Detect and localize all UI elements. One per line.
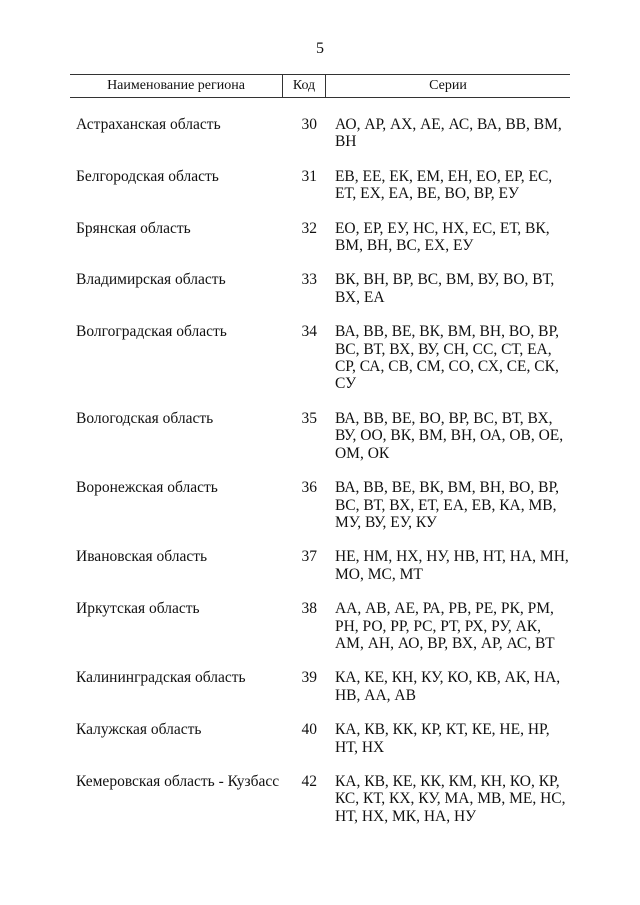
region-series: ЕО, ЕР, ЕУ, НС, НХ, ЕС, ЕТ, ВК, ВМ, ВН, ВС, ЕХ, ЕУ [334, 219, 550, 255]
region-code: 37 [301, 548, 317, 566]
region-name: Волгоградская область [76, 323, 227, 341]
region-name: Белгородская область [76, 167, 219, 185]
region-name: Ивановская область [76, 548, 208, 566]
region-code: 33 [301, 271, 317, 289]
region-series: КА, КВ, КЕ, КК, КМ, КН, КО, КР, КС, КТ, КХ, КУ, МА, МВ, МЕ, НС, НТ, НХ, МК, НА, НУ [334, 772, 566, 825]
region-series: ВА, ВВ, ВЕ, ВК, ВМ, ВН, ВО, ВР, ВС, ВТ, ВХ, ЕТ, ЕА, ЕВ, КА, МВ, МУ, ВУ, ЕУ, КУ [334, 479, 560, 531]
region-code: 42 [301, 772, 317, 790]
region-name: Брянская область [76, 219, 191, 237]
region-series: АО, АР, АХ, АЕ, АС, ВА, ВВ, ВМ, ВН [334, 116, 562, 151]
table-row [70, 600, 570, 652]
region-series: КА, КВ, КК, КР, КТ, КЕ, НЕ, НР, НТ, НХ [334, 721, 550, 756]
region-series: ВК, ВН, ВР, ВС, ВМ, ВУ, ВО, ВТ, ВХ, ЕА [334, 271, 555, 306]
header-series: Серии [429, 78, 467, 93]
region-name: Вологодская область [76, 409, 214, 427]
table-row [70, 410, 570, 462]
table-row [70, 323, 570, 393]
region-series: ЕВ, ЕЕ, ЕК, ЕМ, ЕН, ЕО, ЕР, ЕС, ЕТ, ЕХ, ЕА, ВЕ, ВО, ВР, ЕУ [334, 167, 553, 203]
table-row [70, 271, 570, 306]
region-series: НЕ, НМ, НХ, НУ, НВ, НТ, НА, МН, МО, МС, МТ [334, 548, 569, 583]
table-row [70, 220, 570, 255]
page-number: 5 [316, 40, 324, 57]
region-name: Кемеровская область - Кузбасс [76, 772, 280, 790]
table-row [70, 721, 570, 756]
header-code: Код [283, 75, 326, 97]
table-row [70, 548, 570, 583]
region-code: 40 [301, 721, 317, 739]
region-code: 34 [301, 323, 317, 341]
table-row [70, 669, 570, 704]
region-code: 38 [301, 600, 317, 618]
table-row [70, 773, 570, 825]
region-name: Астраханская область [76, 116, 221, 133]
region-code: 35 [301, 409, 317, 427]
region-name: Калужская область [76, 721, 202, 739]
table-header [70, 74, 570, 98]
region-code: 32 [301, 219, 317, 237]
table-body [70, 116, 570, 825]
region-series: ВА, ВВ, ВЕ, ВК, ВМ, ВН, ВО, ВР, ВС, ВТ, ВХ, ВУ, СН, СС, СТ, ЕА, СР, СА, СВ, СМ, СО, СХ, СЕ, СК, СУ [334, 323, 560, 393]
region-code: 30 [301, 116, 317, 133]
region-series: АА, АВ, АЕ, РА, РВ, РЕ, РК, РМ, РН, РО, РР, РС, РТ, РХ, РУ, АК, АМ, АН, АО, ВР, ВХ, АР, АС, ВТ [334, 600, 555, 652]
regions-table [70, 74, 570, 842]
region-name: Владимирская область [76, 271, 226, 289]
header-region-name: Наименование региона [70, 75, 283, 97]
region-name: Калининградская область [76, 669, 246, 687]
region-code: 31 [301, 167, 317, 185]
table-row [70, 479, 570, 531]
region-code: 36 [301, 479, 317, 497]
region-name: Иркутская область [76, 600, 200, 618]
region-name: Воронежская область [76, 479, 218, 497]
table-row [70, 168, 570, 203]
region-series: КА, КЕ, КН, КУ, КО, КВ, АК, НА, НВ, АА, АВ [334, 669, 561, 704]
table-row [70, 116, 570, 151]
region-code: 39 [301, 669, 317, 687]
region-series: ВА, ВВ, ВЕ, ВО, ВР, ВС, ВТ, ВХ, ВУ, ОО, ВК, ВМ, ВН, ОА, ОВ, ОЕ, ОМ, ОК [334, 409, 564, 462]
